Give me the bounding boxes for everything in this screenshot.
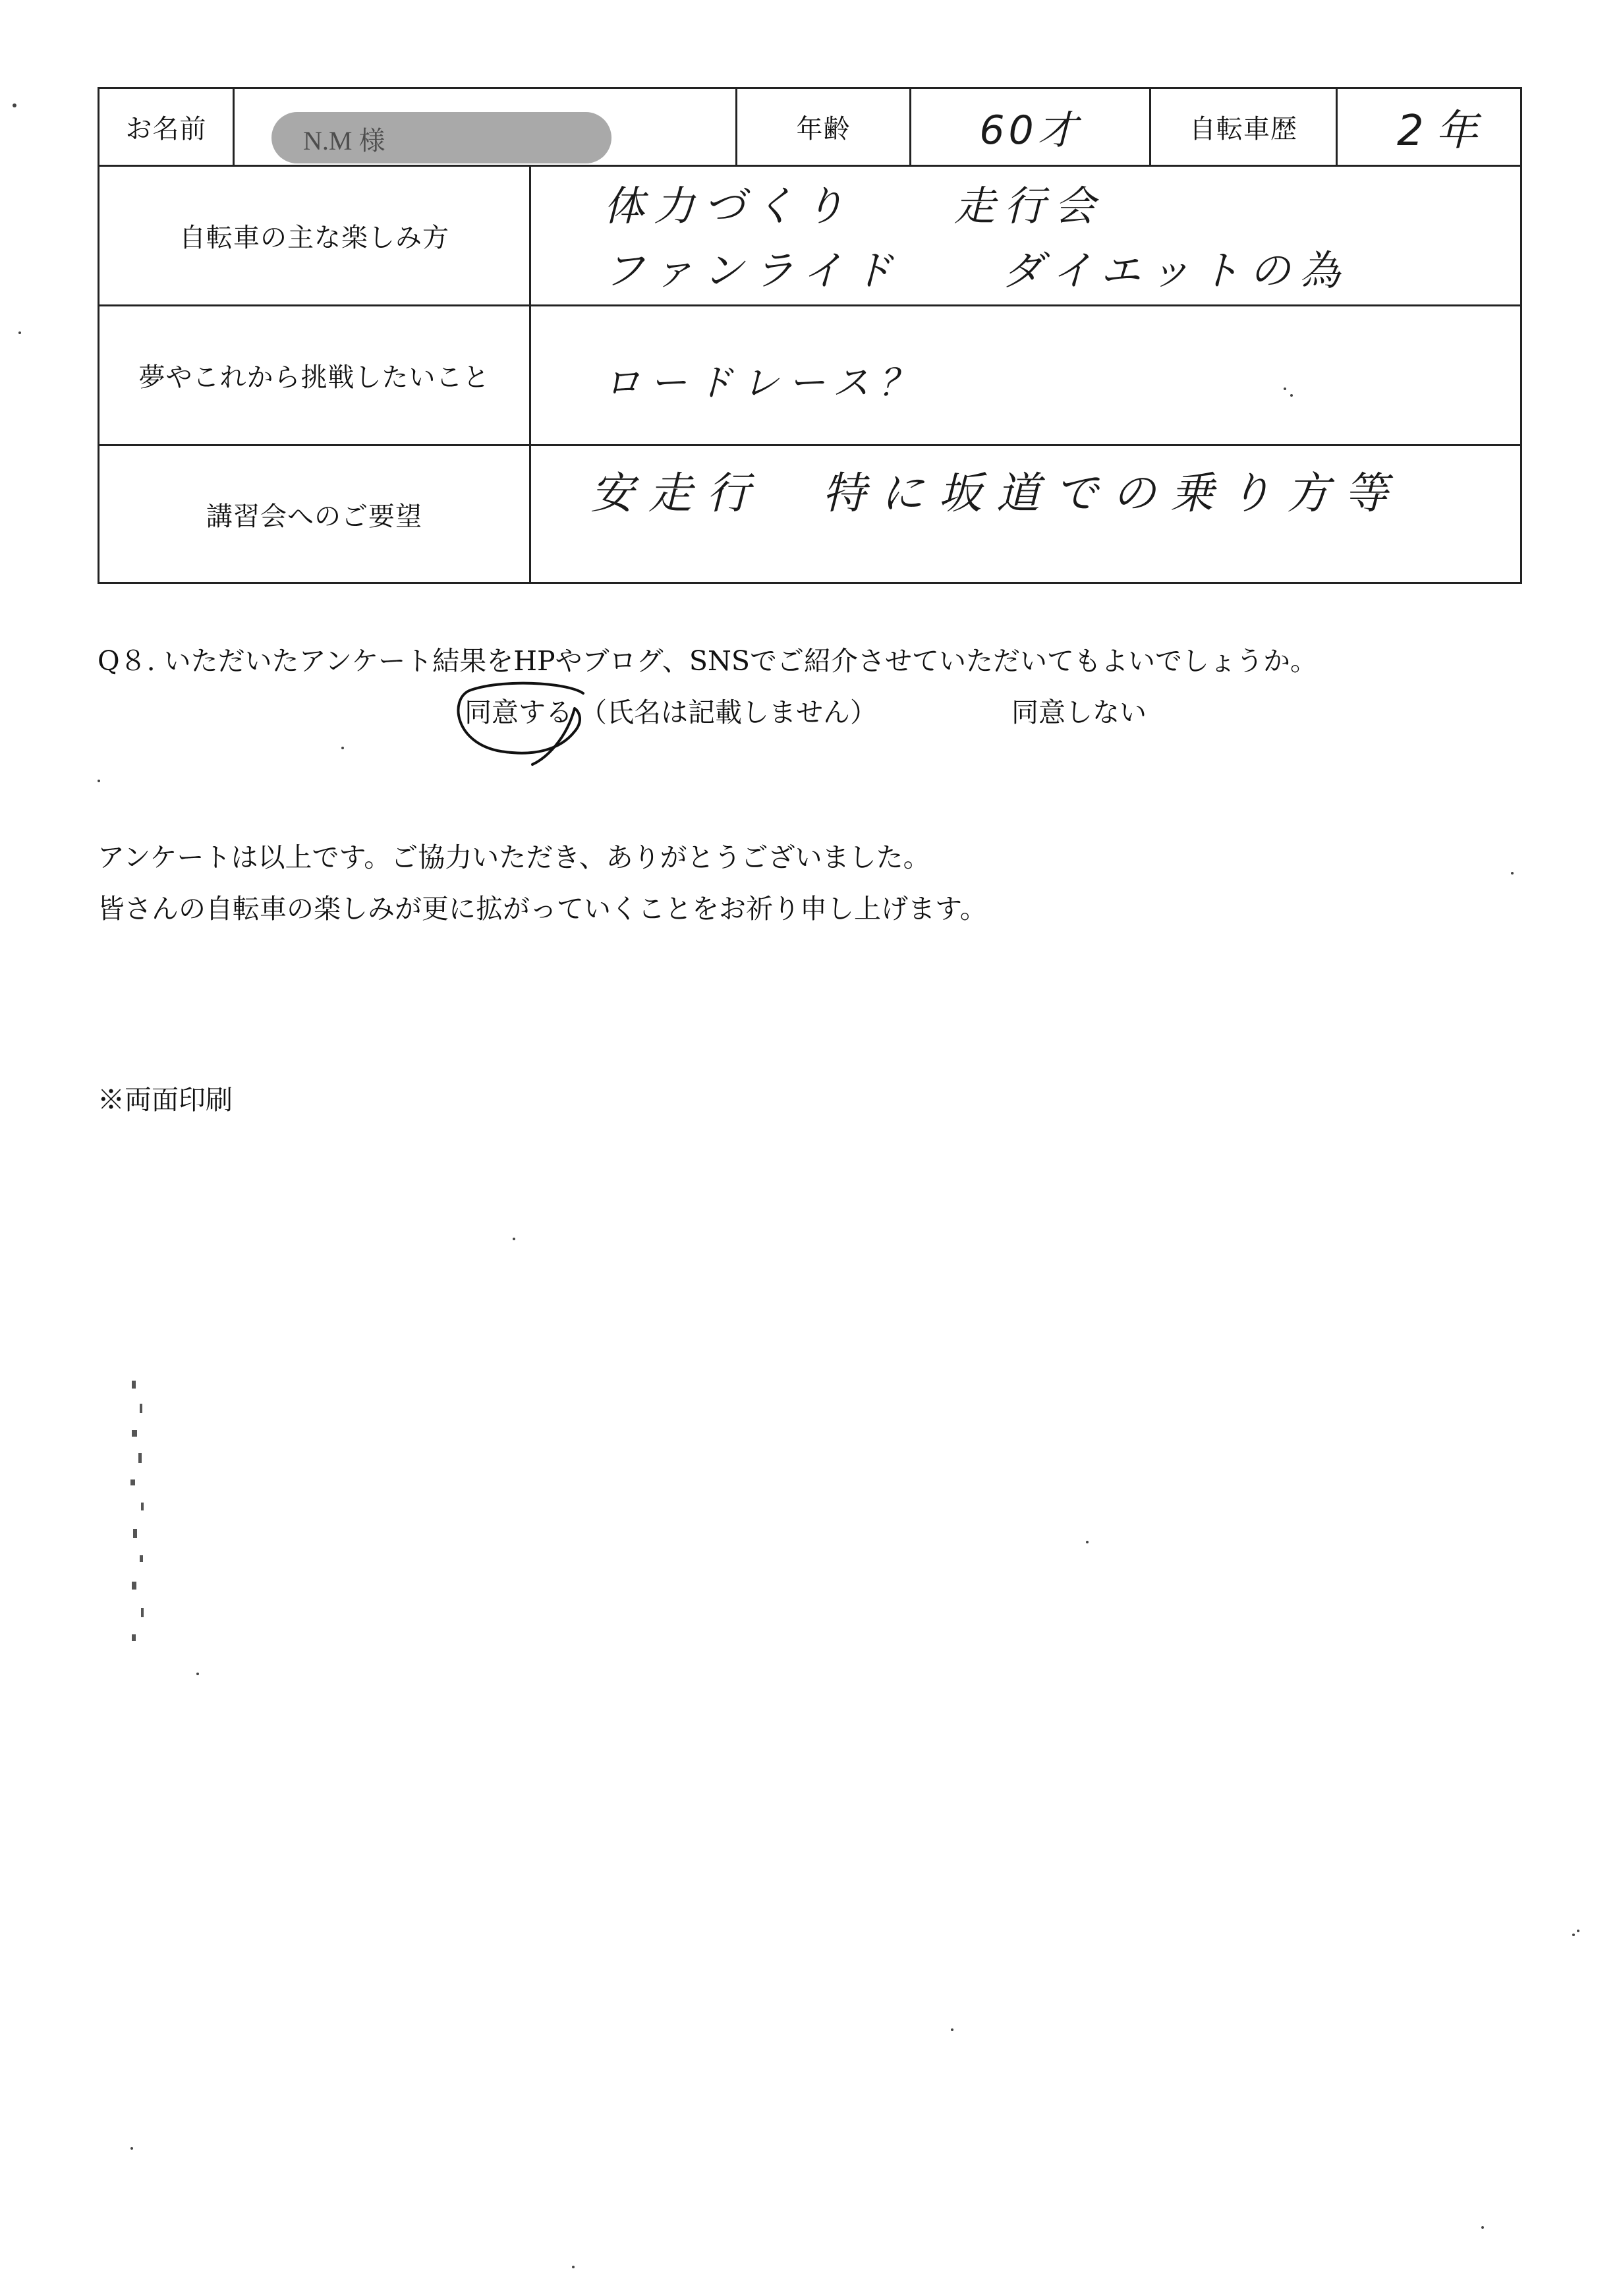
name-value: N.M 様	[303, 126, 385, 156]
cycling-years-label: 自転車歴	[1189, 114, 1297, 144]
dream-answer-cell	[531, 306, 1520, 444]
name-label: お名前	[125, 114, 207, 144]
enjoyment-label: 自転車の主な楽しみ方	[179, 223, 449, 253]
age-value-cell	[911, 89, 1151, 165]
dream-row	[99, 306, 1520, 446]
dream-answer: ロードレース？	[604, 362, 925, 405]
dream-label: 夢やこれから挑戦したいこと	[138, 362, 490, 393]
enjoyment-row	[99, 167, 1520, 306]
enjoyment-answer-line-2: ファンライド ダイエットの為	[604, 246, 1349, 295]
request-label-cell	[99, 446, 531, 582]
dream-label-cell	[99, 306, 531, 444]
name-label-cell	[99, 89, 235, 165]
age-label: 年齢	[796, 114, 851, 144]
enjoyment-label-cell	[99, 167, 531, 304]
enjoyment-answer-cell	[531, 167, 1520, 304]
q8-question: Q８. いただいたアンケート結果をHPやブログ、SNSでご紹介させていただいてもよいでしょうか。	[98, 645, 1317, 677]
closing-line-2: 皆さんの自転車の楽しみが更に拡がっていくことをお祈り申し上げます。	[98, 893, 987, 925]
q8-option-agree-note: （氏名は記載しません）	[580, 697, 877, 728]
q8-option-agree[interactable]: 同意する	[465, 697, 573, 728]
closing-line-1: アンケートは以上です。ご協力いただき、ありがとうございました。	[98, 842, 930, 873]
cycling-years-value: 2年	[1397, 106, 1490, 156]
cycling-years-label-cell	[1151, 89, 1338, 165]
request-label: 講習会へのご要望	[206, 501, 422, 532]
enjoyment-answer-line-1: 体力づくり 走行会	[604, 182, 1105, 230]
q8-option-disagree[interactable]: 同意しない	[1011, 697, 1147, 728]
request-row	[99, 446, 1520, 582]
request-answer: 安走行 特に坂道での乗り方等	[590, 468, 1402, 519]
cycling-years-value-cell	[1338, 89, 1520, 165]
age-value: 60才	[979, 107, 1081, 154]
request-answer-cell	[531, 446, 1520, 582]
age-label-cell	[737, 89, 911, 165]
duplex-print-note: ※両面印刷	[98, 1084, 233, 1116]
